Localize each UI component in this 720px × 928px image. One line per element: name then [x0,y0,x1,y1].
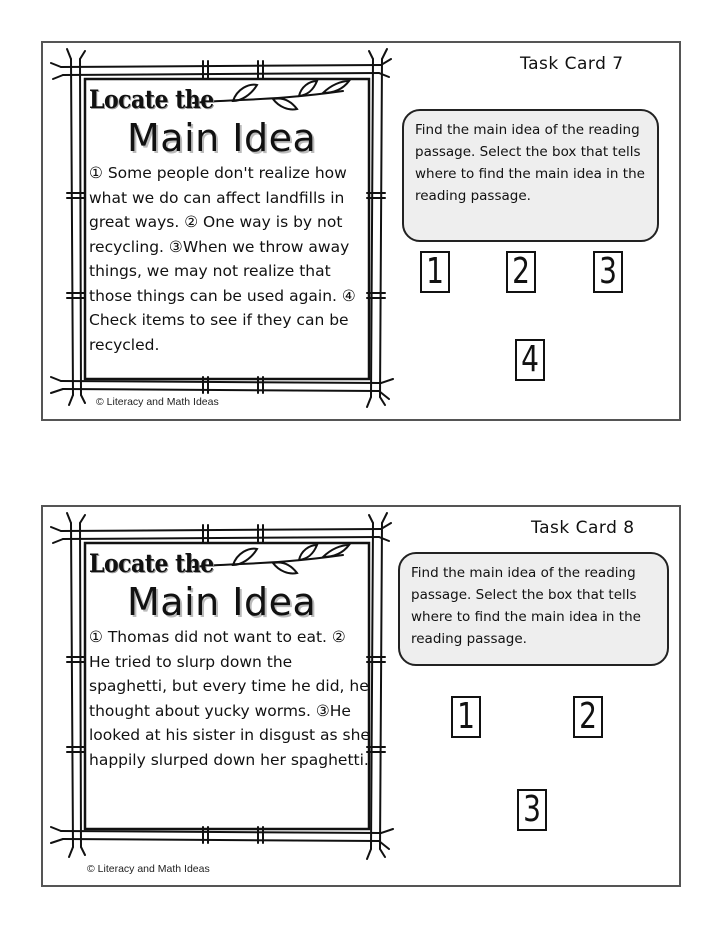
choice-box-1[interactable] [420,251,450,293]
heading-locate: Locate the [89,85,214,115]
choice-box-1[interactable] [451,696,481,738]
task-card-label: Task Card 7 [520,54,624,74]
task-card-label: Task Card 8 [531,518,635,538]
choice-box-3[interactable] [517,789,547,831]
choice-number: 3 [523,789,541,830]
heading-main-idea: Main Idea [127,116,317,160]
passage-sentence-1: ① Some people don't realize how what we do can affect landfills in great ways. [89,164,347,231]
task-card-8 [41,505,681,887]
choice-number: 2 [579,696,597,737]
passage-frame [89,549,371,772]
passage-sentence-1: ① Thomas did not want to eat. [89,628,332,646]
passage-sentence-2: ② One way is by not recycling. [89,213,343,256]
copyright-text: © Literacy and Math Ideas [96,396,219,408]
reading-passage [89,625,371,772]
choice-box-4[interactable] [515,339,545,381]
choice-number: 1 [426,251,444,292]
passage-sentence-4: ④ Check items to see if they can be recycled. [89,286,356,354]
copyright-text: © Literacy and Math Ideas [87,863,210,875]
heading-locate: Locate the [89,549,214,579]
passage-frame [89,85,371,357]
choice-number: 2 [512,251,530,292]
task-card-7 [41,41,681,421]
choice-box-3[interactable] [593,251,623,293]
passage-sentence-3: ③When we throw away things, we may not realize that those things can be used again. [89,237,350,305]
choice-number: 4 [521,339,539,380]
choice-number: 1 [457,696,475,737]
reading-passage [89,161,371,357]
heading-main-idea: Main Idea [127,580,317,624]
choice-box-2[interactable] [573,696,603,738]
passage-sentence-3: ③He looked at his sister in disgust as she happily slurped down her spaghetti. [89,701,370,769]
instructions-box: Find the main idea of the reading passage. Select the box that tells where to find the main idea in the reading passage. [402,109,659,242]
passage-sentence-2: ② He tried to slurp down the spaghetti, but every time he did, he thought about yucky worms. [89,628,369,720]
choice-number: 3 [599,251,617,292]
choice-box-2[interactable] [506,251,536,293]
instructions-box: Find the main idea of the reading passage. Select the box that tells where to find the main idea in the reading passage. [398,552,669,666]
